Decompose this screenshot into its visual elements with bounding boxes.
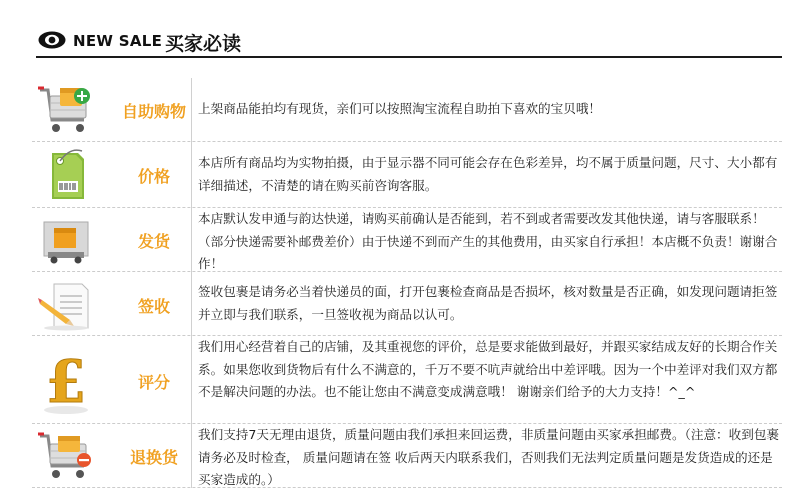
notice-header — [36, 24, 782, 58]
section-label: 发货 — [137, 232, 170, 251]
section-text: 签收包裹是请务必当着快递员的面，打开包裹检查商品是否损坏，核对数量是否正确，如发现问题请拒签并立即与我们联系，一旦签收视为商品以认可。 — [198, 284, 778, 322]
page-title: 买家必读 — [165, 33, 242, 55]
shopping-cart-remove-icon — [36, 430, 96, 484]
section-label: 退换货 — [129, 448, 178, 467]
section-text: 我们用心经营着自己的店铺，及其重视您的评价，总是要求能做到最好，并跟买家结成友好的长期合作关系。如果您收到货物后有什么不满意的，千万不要不吭声就给出中差评哦。因为一个中差评对我们双方都不是解决问题的办法。也不能让您由不满意变成满意哦！ 谢谢亲们给予的大力支持！^_^ — [198, 339, 778, 399]
shopping-cart-add-icon — [36, 84, 96, 138]
section-text: 本店所有商品均为实物拍摄，由于显示器不同可能会存在色彩差异，均不属于质量问题，尺寸、大小都有详细描述，不清楚的请在购买前咨询客服。 — [198, 155, 778, 193]
pound-sign-icon — [36, 346, 96, 416]
section-signing — [32, 272, 782, 336]
row-divider — [32, 487, 782, 488]
section-price — [32, 142, 782, 208]
section-rating — [32, 336, 782, 424]
section-text: 上架商品能拍均有现货，亲们可以按照淘宝流程自助拍下喜欢的宝贝哦！ — [198, 101, 601, 116]
header-rule — [36, 56, 782, 58]
eye-logo-icon — [38, 31, 66, 49]
section-text: 本店默认发申通与韵达快递，请购买前确认是否能到，若不到或者需要改发其他快递，请与客服联系！（部分快递需要补邮费差价）由于快递不到而产生的其他费用，由买家自行承担！本店概不负责！谢谢合作！ — [198, 211, 778, 271]
section-label: 自助购物 — [121, 102, 186, 121]
section-self-service — [32, 78, 782, 142]
section-returns — [32, 424, 782, 488]
section-label: 价格 — [137, 167, 170, 186]
svg-text:£: £ — [45, 348, 87, 416]
delivery-truck-icon — [36, 216, 96, 266]
section-label: 签收 — [137, 297, 170, 316]
new-sale-badge: NEW SALE — [73, 32, 163, 50]
section-shipping — [32, 208, 782, 272]
price-tag-icon — [36, 147, 96, 203]
section-text: 我们支持7天无理由退货，质量问题由我们承担来回运费，非质量问题由买家承担邮费。（注意：收到包裹请务必及时检查， 质量问题请在签 收后两天内联系我们，否则我们无法判定质量问题是发货造成的还是买家造成的。） — [198, 427, 780, 487]
section-label: 评分 — [137, 373, 170, 392]
document-pencil-icon — [36, 280, 96, 332]
